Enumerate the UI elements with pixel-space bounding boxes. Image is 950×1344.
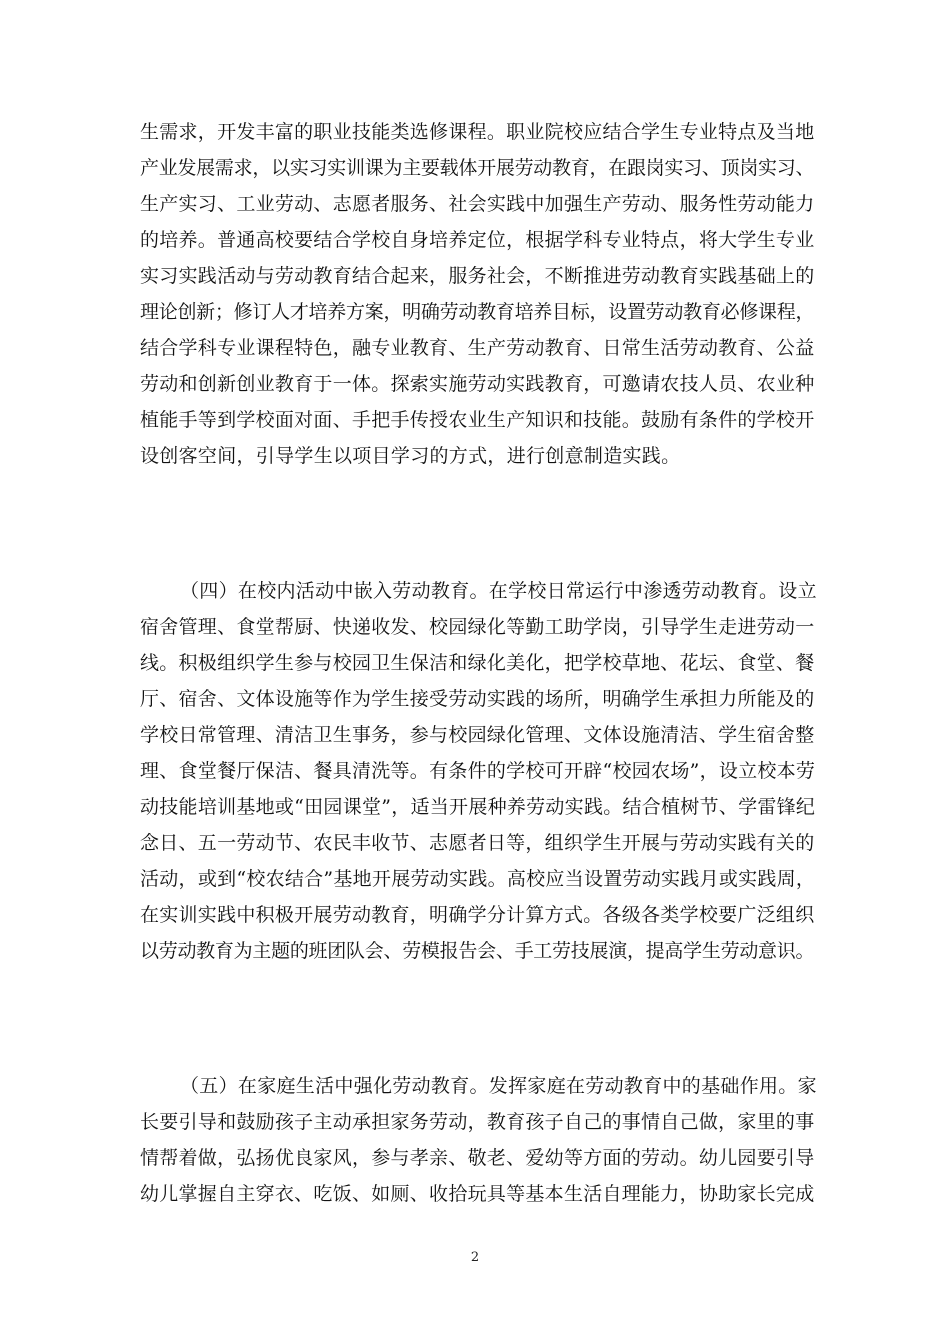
paragraph-1-line-9: 植能手等到学校面对面、手把手传授农业生产知识和技能。鼓励有条件的学校开 xyxy=(140,409,815,431)
paragraph-1-line-4: 的培养。普通高校要结合学校自身培养定位，根据学科专业特点，将大学生专业 xyxy=(140,229,815,251)
paragraph-1-line-2: 产业发展需求，以实习实训课为主要载体开展劳动教育，在跟岗实习、顶岗实习、 xyxy=(140,157,815,179)
paragraph-2-line-11: 以劳动教育为主题的班团队会、劳模报告会、手工劳技展演，提高学生劳动意识。 xyxy=(140,940,815,962)
paragraph-2-line-10: 在实训实践中积极开展劳动教育，明确学分计算方式。各级各类学校要广泛组织 xyxy=(140,904,815,926)
paragraph-3-line-1: （五）在家庭生活中强化劳动教育。发挥家庭在劳动教育中的基础作用。家 xyxy=(180,1075,817,1097)
paragraph-2-line-1: （四）在校内活动中嵌入劳动教育。在学校日常运行中渗透劳动教育。设立 xyxy=(180,580,817,602)
paragraph-1-line-8: 劳动和创新创业教育于一体。探索实施劳动实践教育，可邀请农技人员、农业种 xyxy=(140,373,815,395)
paragraph-2-line-8: 念日、五一劳动节、农民丰收节、志愿者日等，组织学生开展与劳动实践有关的 xyxy=(140,832,815,854)
paragraph-1-line-3: 生产实习、工业劳动、志愿者服务、社会实践中加强生产劳动、服务性劳动能力 xyxy=(140,193,815,215)
paragraph-1-line-5: 实习实践活动与劳动教育结合起来，服务社会，不断推进劳动教育实践基础上的 xyxy=(140,265,815,287)
paragraph-1-line-7: 结合学科专业课程特色，融专业教育、生产劳动教育、日常生活劳动教育、公益 xyxy=(140,337,815,359)
paragraph-2-line-6: 理、食堂餐厅保洁、餐具清洗等。有条件的学校可开辟“校园农场”，设立校本劳 xyxy=(140,760,816,782)
paragraph-3-line-2: 长要引导和鼓励孩子主动承担家务劳动，教育孩子自己的事情自己做，家里的事 xyxy=(140,1111,815,1133)
paragraph-2-line-7: 动技能培训基地或“田园课堂”，适当开展种养劳动实践。结合植树节、学雷锋纪 xyxy=(140,796,816,818)
paragraph-2-line-2: 宿舍管理、食堂帮厨、快递收发、校园绿化等勤工助学岗，引导学生走进劳动一 xyxy=(140,616,815,638)
paragraph-1-line-1: 生需求，开发丰富的职业技能类选修课程。职业院校应结合学生专业特点及当地 xyxy=(140,121,815,143)
paragraph-2-line-5: 学校日常管理、清洁卫生事务，参与校园绿化管理、文体设施清洁、学生宿舍整 xyxy=(140,724,815,746)
paragraph-2-line-9: 活动，或到“校农结合”基地开展劳动实践。高校应当设置劳动实践月或实践周， xyxy=(140,868,816,890)
paragraph-3-line-4: 幼儿掌握自主穿衣、吃饭、如厕、收拾玩具等基本生活自理能力，协助家长完成 xyxy=(140,1183,815,1205)
paragraph-1-line-6: 理论创新；修订人才培养方案，明确劳动教育培养目标，设置劳动教育必修课程， xyxy=(140,301,815,323)
page-number: 2 xyxy=(470,1250,480,1265)
paragraph-2-line-3: 线。积极组织学生参与校园卫生保洁和绿化美化，把学校草地、花坛、食堂、餐 xyxy=(140,652,815,674)
paragraph-1-line-10: 设创客空间，引导学生以项目学习的方式，进行创意制造实践。 xyxy=(140,445,681,467)
paragraph-3-line-3: 情帮着做，弘扬优良家风，参与孝亲、敬老、爱幼等方面的劳动。幼儿园要引导 xyxy=(140,1147,815,1169)
paragraph-2-line-4: 厅、宿舍、文体设施等作为学生接受劳动实践的场所，明确学生承担力所能及的 xyxy=(140,688,815,710)
